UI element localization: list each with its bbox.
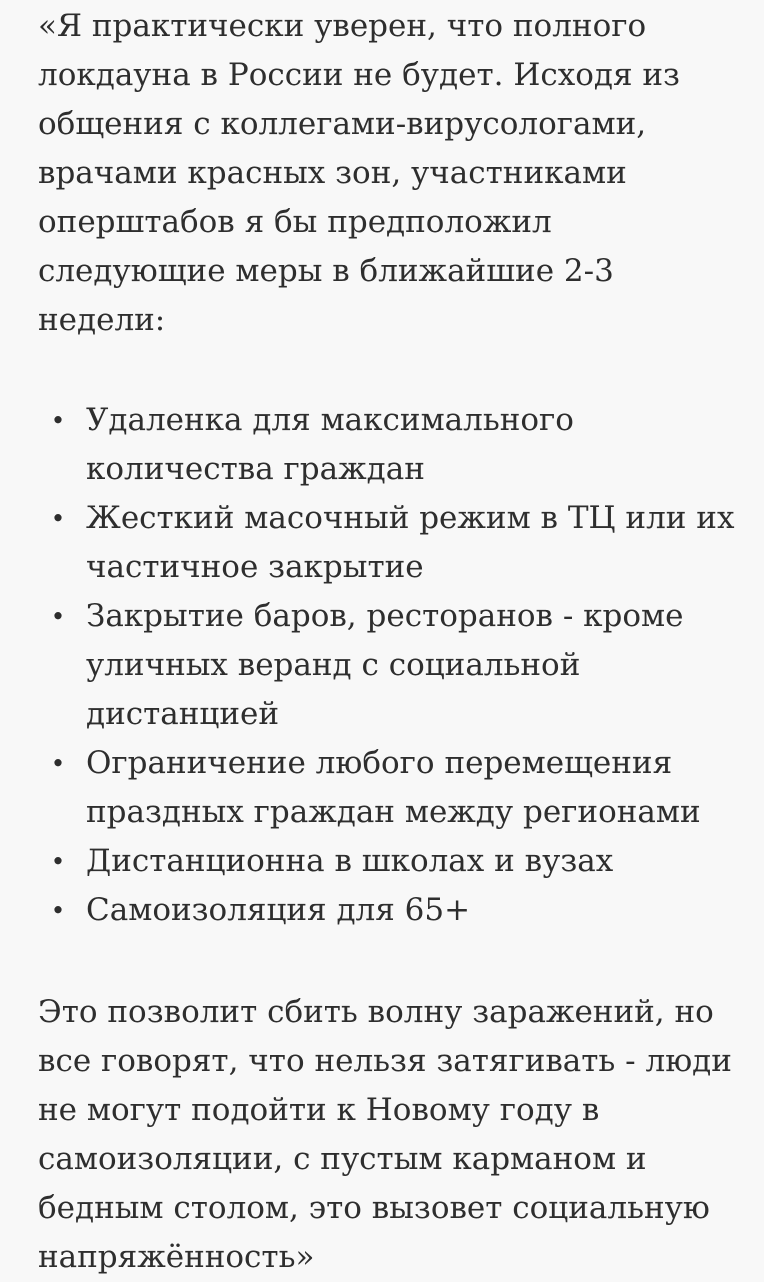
closing-paragraph [38,988,738,1282]
bullet-icon: • [50,749,66,778]
intro-line: следующие меры в ближайшие 2-3 [38,253,614,289]
intro-line: общения с коллегами-вирусологами, [38,106,647,142]
list-item-text: Жесткий масочный режим в ТЦ или их [86,500,735,536]
bullet-icon: • [50,504,66,533]
list-item [38,837,738,886]
outro-line: не могут подойти к Новому году в [38,1092,600,1128]
list-item-text: количества граждан [86,451,425,487]
bullet-icon: • [50,406,66,435]
intro-line: «Я практически уверен, что полного [38,8,647,44]
list-item-text: Дистанционна в школах и вузах [86,843,614,879]
intro-line: оперштабов я бы предположил [38,204,552,240]
list-item-text: Самоизоляция для 65+ [86,892,471,928]
intro-line: недели: [38,302,166,338]
intro-paragraph [38,2,728,345]
list-item-text: частичное закрытие [86,549,424,585]
list-item-text: Ограничение любого перемещения [86,745,673,781]
outro-line: все говорят, что нельзя затягивать - люди [38,1043,732,1079]
list-item-text: уличных веранд с социальной [86,647,581,683]
list-item-text: дистанцией [86,696,280,732]
measures-list [38,396,738,935]
list-item [38,494,738,592]
list-item-text: праздных граждан между регионами [86,794,701,830]
outro-line: самоизоляции, с пустым карманом и [38,1141,647,1177]
list-item [38,592,738,739]
list-item-text: Закрытие баров, ресторанов - кроме [86,598,684,634]
bullet-icon: • [50,896,66,925]
bullet-icon: • [50,602,66,631]
intro-line: локдауна в России не будет. Исходя из [38,57,680,93]
outro-line: Это позволит сбить волну заражений, но [38,994,714,1030]
intro-line: врачами красных зон, участниками [38,155,627,191]
list-item [38,739,738,837]
outro-line: бедным столом, это вызовет социальную [38,1190,710,1226]
bullet-icon: • [50,847,66,876]
list-item-text: Удаленка для максимального [86,402,574,438]
list-item [38,396,738,494]
list-item [38,886,738,935]
outro-line: напряжённость» [38,1239,315,1275]
